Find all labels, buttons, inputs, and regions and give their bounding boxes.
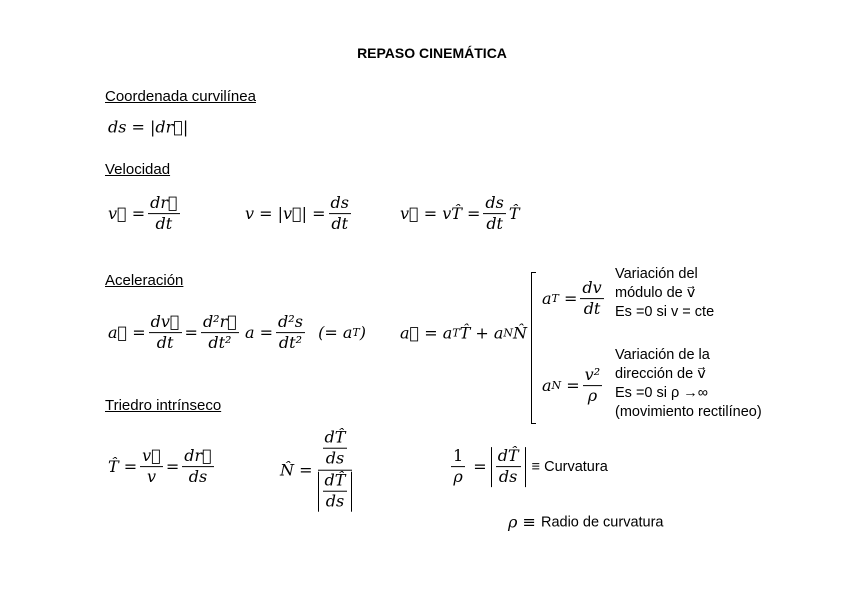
fraction — [276, 313, 305, 353]
denominator: v — [146, 467, 157, 487]
fraction — [148, 194, 180, 234]
denominator: dt — [155, 214, 173, 234]
denominator: dt — [583, 299, 601, 319]
fraction — [496, 447, 521, 487]
numerator: v⃗ — [140, 447, 163, 467]
denominator: ds — [498, 467, 518, 487]
subscript: T — [352, 326, 360, 340]
denominator: dt — [156, 333, 174, 353]
lhs: v⃗ = — [108, 204, 146, 224]
numerator: v² — [583, 366, 602, 386]
denominator: ρ — [453, 467, 463, 487]
lhs: a⃗ = — [108, 323, 146, 343]
normal-notes — [615, 346, 762, 422]
heading-velocidad: Velocidad — [105, 161, 171, 178]
brace — [531, 272, 540, 424]
formula-tangent-unit — [108, 447, 217, 487]
numerator: dT̂ — [496, 447, 521, 467]
rho-symbol: ρ ≡ — [508, 512, 541, 532]
formula-radius — [508, 513, 664, 532]
part: T̂ + a — [459, 323, 504, 343]
numerator: dT̂ — [323, 472, 348, 492]
numerator: ds — [329, 194, 351, 214]
denominator: dt — [331, 214, 349, 234]
equals: = — [558, 289, 578, 309]
note-line: Variación de la — [615, 347, 710, 363]
heading-triedro: Triedro intrínseco — [105, 397, 222, 414]
fraction — [182, 447, 214, 487]
lhs: a = — [245, 323, 274, 343]
fraction — [323, 472, 348, 512]
equals: = — [184, 323, 198, 343]
denominator: ds — [325, 449, 345, 469]
note-line: módulo de v⃗ — [615, 285, 696, 301]
numerator: d²r⃗ — [201, 313, 239, 333]
absolute-value — [318, 472, 353, 512]
denominator: ρ — [587, 386, 598, 406]
denominator: dt² — [208, 333, 232, 353]
formula-velocity-tangent — [400, 194, 520, 234]
numerator: 1 — [451, 447, 465, 467]
formula-speed — [245, 194, 354, 234]
rhs: T̂ — [508, 204, 520, 224]
fraction — [316, 429, 355, 512]
page-title: REPASO CINEMÁTICA — [357, 45, 507, 61]
formula-acceleration-components — [400, 324, 527, 343]
part: N̂ — [513, 323, 528, 343]
curvature-label: ≡ Curvatura — [531, 459, 608, 475]
denominator: ds — [188, 467, 208, 487]
lhs: v = |v⃗| = — [245, 204, 326, 224]
note-line: Es =0 si v = cte — [615, 304, 715, 320]
formula-normal-unit — [280, 429, 357, 512]
formula-velocity-vector — [108, 194, 183, 234]
formula-acceleration-vector — [108, 313, 242, 353]
subscript: N — [551, 379, 562, 393]
denominator: dt — [486, 214, 503, 234]
heading-coordenada: Coordenada curvilínea — [105, 88, 256, 105]
fraction — [583, 366, 602, 406]
heading-aceleracion: Aceleración — [105, 272, 184, 289]
numerator: dv⃗ — [149, 313, 182, 333]
paren-close: ) — [359, 323, 366, 343]
denominator: dt² — [278, 333, 303, 353]
symbol: a — [542, 289, 552, 309]
subscript: T — [551, 292, 559, 306]
subscript: N — [503, 326, 514, 340]
numerator: ds — [483, 194, 505, 214]
note-line: Es =0 si ρ →∞ — [615, 385, 709, 401]
formula-curvature — [448, 447, 608, 487]
denominator — [316, 471, 355, 512]
absolute-value — [491, 447, 526, 487]
fraction — [483, 194, 505, 234]
fraction — [451, 447, 465, 487]
fraction — [149, 313, 182, 353]
note-line: dirección de v⃗ — [615, 366, 706, 382]
formula-normal-acceleration — [542, 366, 605, 406]
subscript: T — [452, 326, 460, 340]
equals: = — [561, 376, 580, 396]
numerator: dr⃗ — [182, 447, 214, 467]
equals: = — [468, 457, 487, 477]
denominator: ds — [325, 491, 345, 511]
paren: (= a — [307, 323, 353, 343]
symbol: a — [542, 376, 552, 396]
fraction — [140, 447, 163, 487]
tangential-notes — [615, 265, 714, 322]
numerator: d²s — [276, 313, 305, 333]
lhs: T̂ = — [108, 457, 138, 477]
note-line: (movimiento rectilíneo) — [615, 404, 762, 420]
radius-label: Radio de curvatura — [540, 514, 664, 530]
formula-ds: ds = |dr⃗| — [108, 117, 189, 137]
numerator: dr⃗ — [148, 194, 180, 214]
formula-scalar-acceleration — [245, 313, 366, 353]
formula-tangential-acceleration — [542, 279, 607, 319]
numerator: dT̂ — [323, 429, 348, 449]
numerator: dv — [580, 279, 603, 299]
lhs: N̂ = — [280, 460, 313, 480]
note-line: Variación del — [615, 266, 698, 282]
lhs: v⃗ = vT̂ = — [400, 204, 481, 224]
fraction — [329, 194, 351, 234]
equals: = — [165, 457, 180, 477]
fraction — [201, 313, 239, 353]
fraction — [580, 279, 603, 319]
numerator — [318, 429, 353, 471]
part: a⃗ = a — [400, 323, 453, 343]
fraction — [323, 429, 348, 469]
